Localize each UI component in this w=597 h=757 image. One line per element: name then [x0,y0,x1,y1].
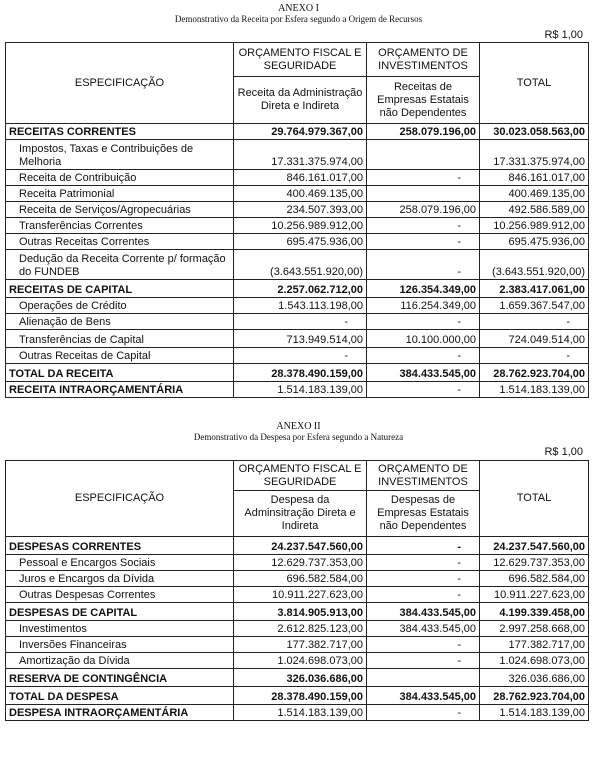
invest-value: 384.433.545,00 [367,603,480,621]
total-value: 28.762.923.704,00 [480,364,589,382]
row-label: Outras Despesas Correntes [6,587,234,603]
table-row [6,140,589,170]
table-row [6,653,589,669]
table-row [6,364,589,382]
total-value: 724.049.514,00 [480,330,589,348]
total-value: 24.237.547.560,00 [480,537,589,555]
total-value: 2.383.417.061,00 [480,280,589,298]
total-value: 846.161.017,00 [480,170,589,186]
table-row [6,348,589,364]
table-row [6,687,589,705]
total-value: 2.997.258.668,00 [480,621,589,637]
fiscal-value: 400.469.135,00 [234,186,367,202]
fiscal-value: 177.382.717,00 [234,637,367,653]
total-value: (3.643.551.920,00) [480,250,589,280]
total-value: 12.629.737.353,00 [480,555,589,571]
fiscal-value: 12.629.737.353,00 [234,555,367,571]
total-value: 4.199.339.458,00 [480,603,589,621]
invest-value: - [367,705,480,721]
total-value: 326.036.686,00 [480,669,589,687]
invest-value: - [367,571,480,587]
invest-value: - [367,218,480,234]
invest-value: - [367,587,480,603]
total-value: 30.023.058.563,00 [480,124,589,140]
table-row [6,621,589,637]
row-label: Receita de Serviços/Agropecuárias [6,202,234,218]
fiscal-value: 29.764.979.367,00 [234,124,367,140]
row-label: DESPESAS DE CAPITAL [6,603,234,621]
invest-value: 258.079.196,00 [367,124,480,140]
row-label: Receita de Contribuição [6,170,234,186]
annex2-title: ANEXO II [276,421,321,432]
fiscal-value: 713.949.514,00 [234,330,367,348]
invest-subheader: Receitas de Empresas Estatais não Dependentes [367,77,480,124]
table-row [6,314,589,330]
invest-header: ORÇAMENTO DE INVESTIMENTOS [367,43,480,77]
invest-value: - [367,348,480,364]
table-row [6,186,589,202]
fiscal-value: 1.514.183.139,00 [234,705,367,721]
table-row [6,555,589,571]
total-value: 1.024.698.073,00 [480,653,589,669]
invest-value: - [367,170,480,186]
annex1-unit: R$ 1,00 [544,29,583,41]
spec-header: ESPECIFICAÇÃO [6,43,234,124]
total-header: TOTAL [480,461,589,537]
fiscal-value: 24.237.547.560,00 [234,537,367,555]
invest-value: - [367,314,480,330]
annex2-subtitle: Demonstrativo da Despesa por Esfera segundo a Natureza [193,432,404,442]
table-row [6,537,589,555]
annex2-title-block [0,421,597,443]
invest-value: - [367,234,480,250]
invest-value: - [367,555,480,571]
invest-value [367,140,480,170]
total-value: 696.582.584,00 [480,571,589,587]
annex1-title-block [0,3,597,25]
row-label: RESERVA DE CONTINGÊNCIA [6,669,234,687]
row-label: Juros e Encargos da Dívida [6,571,234,587]
fiscal-value: 696.582.584,00 [234,571,367,587]
fiscal-subheader: Despesa da Adminsitração Direta e Indireta [234,491,367,537]
fiscal-value: 846.161.017,00 [234,170,367,186]
table-row [6,637,589,653]
invest-value: - [367,250,480,280]
total-value: 17.331.375.974,00 [480,140,589,170]
total-value: 1.514.183.139,00 [480,705,589,721]
total-value: - [480,348,589,364]
row-label: TOTAL DA DESPESA [6,687,234,705]
row-label: Outras Receitas de Capital [6,348,234,364]
table-row [6,124,589,140]
table-row [6,202,589,218]
fiscal-header: ORÇAMENTO FISCAL E SEGURIDADE [234,461,367,491]
total-value: 28.762.923.704,00 [480,687,589,705]
revenue-table [5,42,589,398]
table-row [6,603,589,621]
total-value: 177.382.717,00 [480,637,589,653]
fiscal-value: 2.257.062.712,00 [234,280,367,298]
invest-value: 116.254.349,00 [367,298,480,314]
row-label: Pessoal e Encargos Sociais [6,555,234,571]
fiscal-value: 695.475.936,00 [234,234,367,250]
total-value: 10.911.227.623,00 [480,587,589,603]
invest-value [367,669,480,687]
table-row [6,669,589,687]
total-value: 400.469.135,00 [480,186,589,202]
table-row [6,280,589,298]
invest-value: 258.079.196,00 [367,202,480,218]
total-value: - [480,314,589,330]
fiscal-value: 10.256.989.912,00 [234,218,367,234]
row-label: Alienação de Bens [6,314,234,330]
row-label: RECEITAS CORRENTES [6,124,234,140]
total-value: 695.475.936,00 [480,234,589,250]
fiscal-value: 326.036.686,00 [234,669,367,687]
invest-header: ORÇAMENTO DE INVESTIMENTOS [367,461,480,491]
total-value: 10.256.989.912,00 [480,218,589,234]
row-label: Operações de Crédito [6,298,234,314]
invest-value: 384.433.545,00 [367,687,480,705]
row-label: RECEITAS DE CAPITAL [6,280,234,298]
fiscal-value: 1.514.183.139,00 [234,382,367,398]
table-row [6,250,589,280]
table-row [6,298,589,314]
table-row [6,218,589,234]
fiscal-value: 17.331.375.974,00 [234,140,367,170]
expense-table [5,460,589,721]
table-row [6,587,589,603]
table-row [6,705,589,721]
table-row [6,330,589,348]
invest-value: - [367,382,480,398]
annex1-subtitle: Demonstrativo da Receita por Esfera segundo a Origem de Recursos [174,14,423,24]
fiscal-subheader: Receita da Administração Direta e Indireta [234,77,367,124]
table-row [6,234,589,250]
fiscal-value: 2.612.825.123,00 [234,621,367,637]
fiscal-value: (3.643.551.920,00) [234,250,367,280]
row-label: DESPESAS CORRENTES [6,537,234,555]
fiscal-header: ORÇAMENTO FISCAL E SEGURIDADE [234,43,367,77]
fiscal-value: - [234,348,367,364]
table-row [6,571,589,587]
fiscal-value: 10.911.227.623,00 [234,587,367,603]
fiscal-value: 234.507.393,00 [234,202,367,218]
fiscal-value: 28.378.490.159,00 [234,364,367,382]
invest-value [367,186,480,202]
fiscal-value: 3.814.905.913,00 [234,603,367,621]
row-label: Amortização da Dívida [6,653,234,669]
row-label: Inversões Financeiras [6,637,234,653]
row-label: Investimentos [6,621,234,637]
total-value: 1.659.367.547,00 [480,298,589,314]
table-row [6,170,589,186]
row-label: Receita Patrimonial [6,186,234,202]
fiscal-value: 1.024.698.073,00 [234,653,367,669]
row-label: Transferências Correntes [6,218,234,234]
table-row [6,382,589,398]
invest-value: 384.433.545,00 [367,621,480,637]
spec-header: ESPECIFICAÇÃO [6,461,234,537]
total-value: 1.514.183.139,00 [480,382,589,398]
row-label: TOTAL DA RECEITA [6,364,234,382]
invest-value: - [367,653,480,669]
row-label: DESPESA INTRAORÇAMENTÁRIA [6,705,234,721]
row-label: RECEITA INTRAORÇAMENTÁRIA [6,382,234,398]
invest-value: - [367,537,480,555]
annex1-title: ANEXO I [278,3,319,14]
invest-value: - [367,637,480,653]
annex2-unit: R$ 1,00 [544,446,583,458]
invest-subheader: Despesas de Empresas Estatais não Dependentes [367,491,480,537]
total-header: TOTAL [480,43,589,124]
fiscal-value: - [234,314,367,330]
fiscal-value: 1.543.113.198,00 [234,298,367,314]
row-label: Impostos, Taxas e Contribuições de Melhoria [6,140,234,170]
invest-value: 10.100.000,00 [367,330,480,348]
fiscal-value: 28.378.490.159,00 [234,687,367,705]
row-label: Transferências de Capital [6,330,234,348]
row-label: Dedução da Receita Corrente p/ formação do FUNDEB [6,250,234,280]
row-label: Outras Receitas Correntes [6,234,234,250]
invest-value: 126.354.349,00 [367,280,480,298]
invest-value: 384.433.545,00 [367,364,480,382]
total-value: 492.586.589,00 [480,202,589,218]
